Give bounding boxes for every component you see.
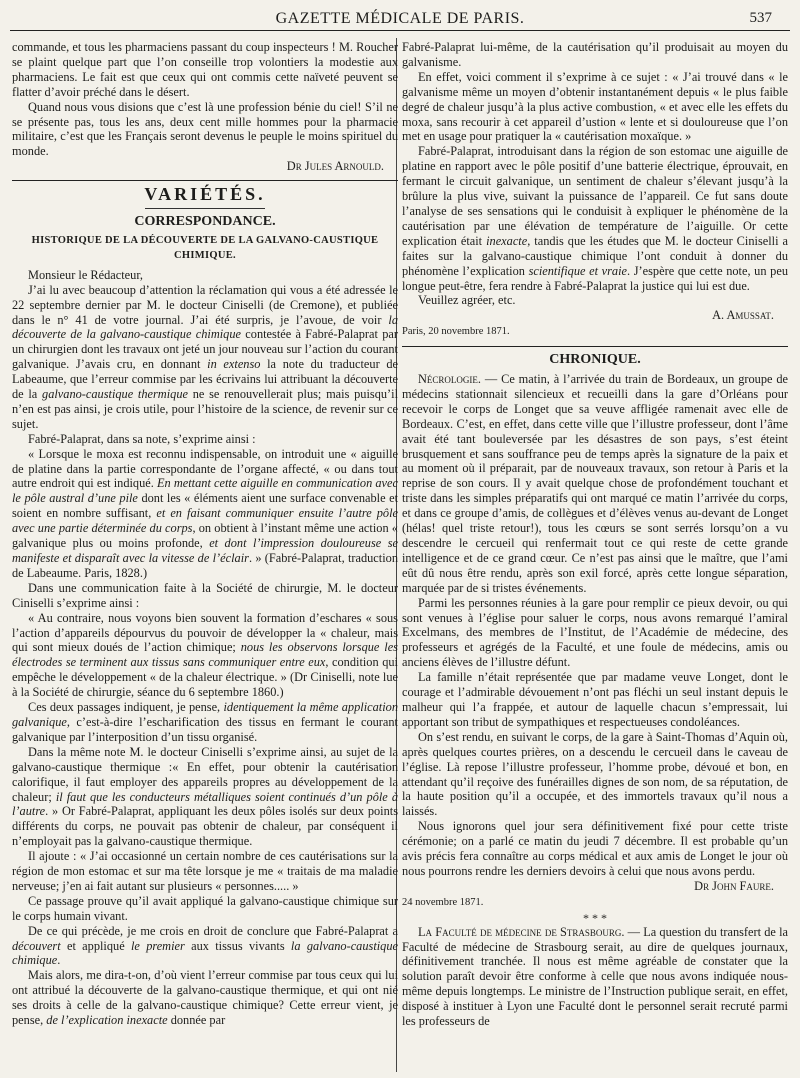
signature: A. Amussat. (712, 308, 774, 323)
left-column (12, 40, 398, 1074)
page-number: 537 (749, 10, 772, 26)
short-rule (145, 208, 265, 209)
paragraph: Ce passage prouve qu’il avait appliqué la galvano-caustique chimique sur le corps humain vivant. (12, 893, 398, 923)
paragraph: Fabré-Palaprat lui-même, de la cautérisation qu’il produisait au moyen du galvanisme. (402, 40, 788, 69)
paragraph: commande, et tous les pharmaciens passant du coup inspecteurs ! M. Roucher se plaint quelque part que l’on conseille trop volontiers la modestie aux pharmaciens. Le fait est que ceux qui ont commis cette naïveté peuvent se flatter d’avoir préché dans le désert. (12, 40, 398, 99)
paragraph: La Faculté de médecine de Strasbourg. — La question du transfert de la Faculté de médecine de Strasbourg serait, au dire de quelques journaux, définitivement tranchée. Il nous est même agréable de constater que la solution paraît devoir être conforme à celle que nous avons indiquée nous-même depuis longtemps. Le ministre de l’Instruction publique serait, en effet, disposé à instituer à Lyon une Faculté dont le personnel serait recruté parmi les professeurs de (402, 924, 788, 1029)
paragraph: Il ajoute : « J’ai occasionné un certain nombre de ces cautérisations sur la région de mon estomac et sur ma tête lorsque je me « traitais de ma maladie nerveuse; j’en ai fait autant sur plusieurs « personnes..... » (12, 849, 398, 893)
paragraph: Veuillez agréer, etc. (418, 293, 516, 308)
journal-title: GAZETTE MÉDICALE DE PARIS. (275, 10, 525, 27)
paragraph: Ces deux passages indiquent, je pense, identiquement la même application galvanique, c’est-à-dire l’escharification des tissus en fermant le courant galvanique par l’interposition d’un tissu organisé. (12, 700, 398, 744)
right-column (402, 40, 788, 1074)
paragraph: Nous ignorons quel jour sera définitivement fixé pour cette triste cérémonie; on a parlé ce matin du jeudi 7 décembre. Il est probable qu’un avis précis fera connaître au corps médical et aux amis de Longet le jour où nous pourrons rendre les derniers devoirs à celui que nous avons perdu. (402, 819, 788, 878)
paragraph: J’ai lu avec beaucoup d’attention la réclamation qui vous a été adressée le 22 septembre dernier par M. le docteur Ciniselli (de Cremone), et publiée dans le n° 41 de votre journal. J’ai été surpris, je l’avoue, de voir la découverte de la galvano-caustique chimique contestée à Fabré-Palaprat par un chirurgien dont les travaux ont jeté un jour nouveau sur l’action du courant galvanique. J’avais cru, en donnant in extenso la note du traducteur de Labeaume, que l’erreur commise par les écrivains lui attribuant la découverte de la galvano-caustique thermique ne se renouvellerait plus; mais puisqu’il n’en est pas ainsi, je crois utile, pour l’histoire de la science, de revenir sur ce sujet. (12, 282, 398, 431)
section-title-correspondance: CORRESPONDANCE. (134, 214, 276, 230)
dateline: Paris, 20 novembre 1871. (402, 326, 510, 338)
section-separator-stars: * * * (583, 910, 607, 925)
paragraph: Dans la même note M. le docteur Ciniselli s’exprime ainsi, au sujet de la galvano-caustique thermique :« En effet, pour obtenir la cautérisation calorifique, il faut employer des appareils propres au développement de la chaleur; il faut que les conducteurs métalliques soient continués d’un pôle à l’autre. » Or Fabré-Palaprat, appliquant les deux pôles isolés sur deux points différents du corps, ne pouvait pas obtenir de chaleur, par conséquent il n’employait pas la galvano-caustique thermique. (12, 744, 398, 849)
quotation: « Lorsque le moxa est reconnu indispensable, on introduit une « aiguille de platine dans la partie correspondante de l’organe affecté, « ou dans tout autre endroit qui est indiqué. En mettant cette aiguille en communication avec le pôle austral d’une pile dont les « éléments aient une surface convenable et soient en nombre suffisant, et en faisant communiquer ensuite l’autre pôle avec une partie déterminée du corps, on obtient à l’instant même une action « galvanique plus ou moins profonde, et dont l’impression douloureuse se manifeste et disparaît avec la vitesse de l’éclair. » (Fabré-Palaprat, traduction de Labeaume. Paris, 1828.) (12, 446, 398, 580)
paragraph: Dans une communication faite à la Société de chirurgie, M. le docteur Ciniselli s’exprime ainsi : (12, 580, 398, 610)
signature: Dr Jules Arnould. (286, 159, 384, 174)
paragraph: La famille n’était représentée que par madame veuve Longet, dont le courage et l’admirable dévouement n’ont pas fléchi un seul instant depuis le malheur qui l’a frappée, et autour de laquelle chacun s’empressait, lui apportant son tribut de sympathiques et respectueuses condoléances. (402, 670, 788, 729)
article-subtitle: HISTORIQUE DE LA DÉCOUVERTE DE LA GALVANO-CAUSTIQUE CHIMIQUE. (31, 234, 379, 261)
rule (402, 346, 788, 347)
section-title-chronique: CHRONIQUE. (549, 352, 641, 368)
paragraph: De ce qui précède, je me crois en droit de conclure que Fabré-Palaprat a découvert et appliqué le premier aux tissus vivants la galvano-caustique chimique. (12, 923, 398, 968)
paragraph: On s’est rendu, en suivant le corps, de la gare à Saint-Thomas d’Aquin où, après quelques courtes prières, on a descendu le cercueil dans le caveau de l’église. Là repose l’illustre professeur, l’homme probe, dévoué et bon, en attendant qu’il reçoive des funérailles dignes de son nom, de sa réputation, de la haute position qu’il a occupée, et des immortels travaux qu’il nous a laissés. (402, 729, 788, 819)
signature: Dr John Faure. (694, 878, 774, 893)
paragraph: Fabré-Palaprat, dans sa note, s’exprime ainsi : (28, 431, 256, 446)
paragraph: Fabré-Palaprat, introduisant dans la région de son estomac une aiguille de platine en rapport avec le pôle positif d’une batterie électrique, éprouvait, en fermant le circuit galvanique, un sentiment de chaleur s’élevant jusqu’à la brûlure la plus vive, suivant la puissance de l’appareil. Ce fut sans doute l’analyse de ses sensations qui le conduisit à expliquer le phénomène de la cautérisation par une élévation de température de l’aiguille. Or cette explication était inexacte, tandis que les études que M. le docteur Ciniselli a faites sur la galvano-caustique chimique l’ont conduit à donner du phénomène l’explication scientifique et vraie. J’espère que cette note, un peu longue peut-être, fera rendre à Fabré-Palaprat la justice qui lui est due. (402, 144, 788, 293)
paragraph: Parmi les personnes réunies à la gare pour remplir ce pieux devoir, ou qui sont venues à l’église pour saluer le corps, nous avons remarqué l’amiral Excelmans, des membres de l’Institut, de l’Académie de médecine, des professeurs et agrégés de la Faculté, et une foule de médecins, amis ou anciens élèves de l’illustre défunt. (402, 595, 788, 670)
section-title-varietes: VARIÉTÉS. (144, 184, 266, 205)
paragraph: Nécrologie. — Ce matin, à l’arrivée du train de Bordeaux, un groupe de médecins stationnait silencieux et recueilli dans la gare d’Orléans pour recevoir le corps de Longet que sa veuve affligée ramenait avec elle de Bordeaux. C’est, en effet, dans cette ville que l’illustre professeur, dont l’âme avait été tant bouleversée par les désastres de son pays, s’est éteint brusquement et sans souffrance peu de temps après la signature de la paix et au moment où il préparait, par de nouveaux travaux, son retour à Paris et la reprise de son cours. Il y avait quelque chose de profondément touchant et triste dans les simples préparatifs qui ont marqué ce matin l’arrivée du corps, et dans ce groupe d’amis, de collègues et d’élèves venus au-devant de Longet (hélas! quel triste retour!), tous les cœurs se sont serrés lorsqu’on a vu descendre le cercueil qui renfermait tout ce qui reste de cette grande intelligence et de ce grand cœur. Ce n’est pas ainsi que le maître, que l’ami eût dû nous être rendu, après son exil forcé, après cette longue séparation, marquée par de si tristes événements. (402, 372, 788, 595)
quotation: « Au contraire, nous voyons bien souvent la formation d’eschares « sous l’action d’appareils dépourvus du pouvoir de développer la « chaleur, mais qui sont mieux doués de l’action chimique; nous les observons lorsque les électrodes se terminent aux tissus sans communiquer entre eux, condition qui empêche le développement « de la chaleur électrique. » (Dr Ciniselli, note lue à la Société de chirurgie, séance du 6 septembre 1860.) (12, 610, 398, 700)
paragraph: Mais alors, me dira-t-on, d’où vient l’erreur commise par tous ceux qui lui ont attribué la découverte de la galvano-caustique thermique, et qui ont nié ses droits à celle de la galvano-caustique chimique? Cette erreur vient, je pense, de l’explication inexacte donnée par (12, 968, 398, 1028)
page-header (10, 8, 790, 31)
salutation: Monsieur le Rédacteur, (28, 267, 144, 282)
quotation: En effet, voici comment il s’exprime à ce sujet : « J’ai trouvé dans « le galvanisme même un moyen d’obtenir instantanément depuis « le plus faible degré de chaleur jusqu’à la plus active combustion, « et avec elle les effets du moxa, sans recourir à cet appareil d’ustion « lente et si douloureuse que l’on met en usage pour pratiquer la « cautérisation moxaïque. » (402, 69, 788, 144)
rule (12, 180, 398, 181)
paragraph: Quand nous vous disions que c’est là une profession bénie du ciel! S’il ne se présente pas, tous les ans, deux cent mille hommes pour la pharmacie militaire, c’est que les Français seront devenus le peuple le moins spirituel du monde. (12, 99, 398, 159)
dateline: 24 novembre 1871. (402, 896, 484, 908)
